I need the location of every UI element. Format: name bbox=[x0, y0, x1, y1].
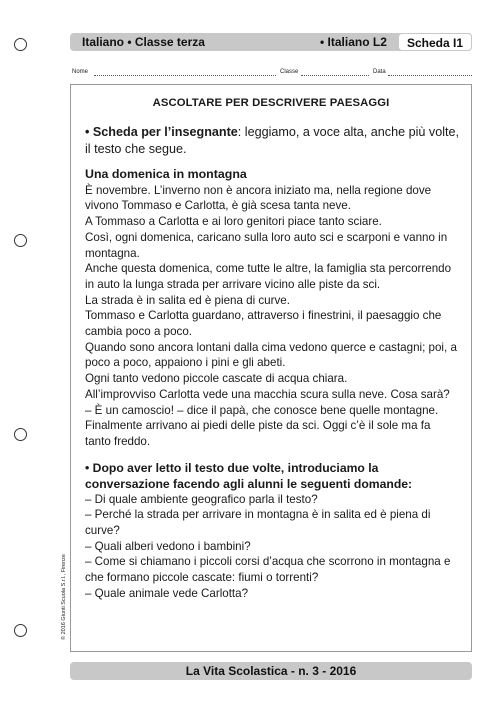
question-item: – Perché la strada per arrivare in montagna è in salita ed è piena di curve? bbox=[85, 508, 431, 538]
worksheet-box bbox=[70, 84, 472, 652]
story-paragraph: Tommaso e Carlotta guardano, attraverso i finestrini, il paesaggio che cambia poco a poco. bbox=[85, 309, 442, 339]
class-field[interactable] bbox=[301, 75, 369, 76]
sheet-tag: Scheda I1 bbox=[398, 33, 472, 51]
questions-list bbox=[85, 492, 459, 602]
binder-hole bbox=[14, 234, 27, 247]
question-item: – Quali alberi vedono i bambini? bbox=[85, 539, 251, 553]
footer-bar: La Vita Scolastica - n. 3 - 2016 bbox=[70, 662, 472, 680]
binder-hole bbox=[14, 38, 27, 51]
story-paragraph: Ogni tanto vedono piccole cascate di acqua chiara. bbox=[85, 372, 348, 386]
binder-hole bbox=[14, 624, 27, 637]
worksheet-title: ASCOLTARE PER DESCRIVERE PAESAGGI bbox=[152, 97, 390, 109]
story-paragraph: A Tommaso a Carlotta e ai loro genitori piace tanto sciare. bbox=[85, 215, 382, 229]
story-paragraph: Così, ogni domenica, caricano sulla loro auto sci e scarponi e vanno in montagna. bbox=[85, 230, 448, 260]
question-item: – Come si chiamano i piccoli corsi d’acqua che scorrono in montagna e che formano piccole cascate: fiumi o torrenti? bbox=[85, 555, 451, 585]
story-paragraph: Finalmente arrivano ai piedi delle piste da sci. Oggi c’è il sole ma fa tanto freddo. bbox=[85, 419, 431, 448]
story-paragraph: Quando sono ancora lontani dalla cima vedono querce e castagni; poi, a poco a poco, appaiono i pini e gli abeti. bbox=[85, 340, 457, 370]
header-bar bbox=[70, 33, 472, 51]
class-label: Classe bbox=[280, 69, 299, 75]
story-paragraph: La strada è in salita ed è piena di curve. bbox=[85, 293, 290, 307]
worksheet-content bbox=[85, 124, 459, 602]
name-label: Nome bbox=[72, 69, 89, 75]
story-paragraph: Anche questa domenica, come tutte le altre, la famiglia sta percorrendo in auto la lunga strada per arrivare vicino alle piste da sci. bbox=[85, 262, 452, 291]
name-field[interactable] bbox=[94, 75, 276, 76]
story-title: Una domenica in montagna bbox=[85, 167, 247, 181]
date-label: Data bbox=[373, 69, 386, 75]
question-item: – Di quale ambiente geografico parla il testo? bbox=[85, 492, 318, 506]
story-paragraph: È novembre. L’inverno non è ancora iniziato ma, nella regione dove vivono Tommaso e Carlotta, è già scesa tanta neve. bbox=[85, 183, 432, 213]
instruction-label: • Scheda per l’insegnante bbox=[85, 125, 238, 139]
story-paragraph: All’improvviso Carlotta vede una macchia scura sulla neve. Cosa sarà? bbox=[85, 387, 450, 401]
question-item: – Quale animale vede Carlotta? bbox=[85, 586, 249, 600]
copyright-note: © 2016 Giunti Scuola S.r.l., Firenze bbox=[61, 554, 67, 640]
header-subject-l2: • Italiano L2 bbox=[320, 35, 387, 49]
header-subject-class: Italiano • Classe terza bbox=[82, 35, 205, 49]
date-field[interactable] bbox=[388, 75, 472, 76]
binder-hole bbox=[14, 428, 27, 441]
instruction-text: : leggiamo, a voce alta, anche più volte, il testo che segue. bbox=[85, 125, 460, 156]
teacher-instruction bbox=[85, 124, 459, 157]
story-paragraph: – È un camoscio! – dice il papà, che conosce bene quelle montagne. bbox=[85, 403, 439, 417]
questions-intro: • Dopo aver letto il testo due volte, introduciamo la conversazione facendo agli alunni le seguenti domande: bbox=[85, 460, 413, 491]
